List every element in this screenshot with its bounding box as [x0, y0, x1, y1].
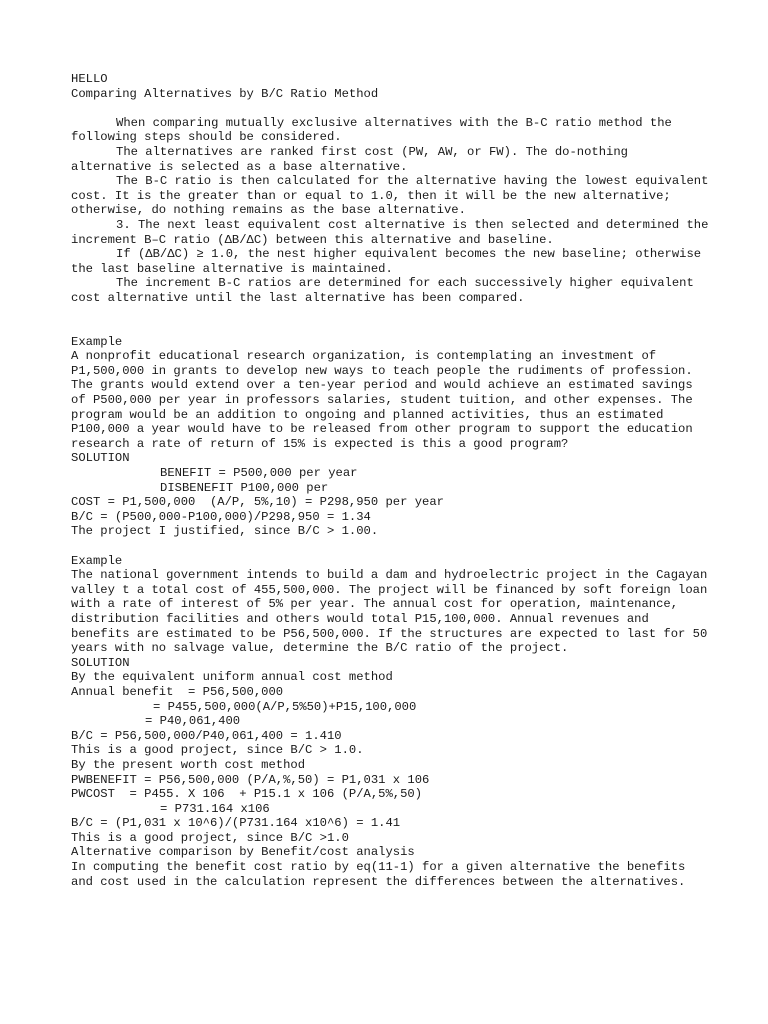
alternative-comparison-text: In computing the benefit cost ratio by eq(11-1) for a given alternative the benefits and cost used in the calculation represent the differences between the alternatives. [71, 860, 686, 889]
step-2-paragraph: The B-C ratio is then calculated for the alternative having the lowest equivalent cost. It is the greater than or equal to 1.0, then it will be the new alternative; otherwise, do nothing remains as the base alternative. [71, 174, 709, 218]
step-4-paragraph: If (ΔB/ΔC) ≥ 1.0, the nest higher equivalent becomes the new baseline; otherwise the last baseline alternative is maintained. [71, 247, 702, 276]
example-1-benefit: BENEFIT = P500,000 per year [160, 466, 358, 481]
example-2-pw-cost: PWCOST = P455. X 106 + P15.1 x 106 (P/A,5%,50) [71, 787, 423, 802]
intro-paragraph: When comparing mutually exclusive alternatives with the B-C ratio method the following steps should be considered. [71, 115, 672, 145]
section-heading: Comparing Alternatives by B/C Ratio Method [71, 86, 379, 101]
step-5-paragraph: The increment B-C ratios are determined for each successively higher equivalent cost alternative until the last alternative has been compared. [71, 276, 694, 305]
example-2-conclusion-2: This is a good project, since B/C >1.0 [71, 830, 349, 845]
example-2-conclusion-1: This is a good project, since B/C > 1.0. [71, 743, 364, 758]
example-2-annual-cost-formula: = P455,500,000(A/P,5%50)+P15,100,000 [153, 699, 417, 714]
example-2-method-present-worth: By the present worth cost method [71, 757, 306, 772]
blank-line [71, 539, 711, 554]
example-2-solution-label: SOLUTION [71, 655, 130, 670]
example-2-label: Example [71, 553, 123, 568]
blank-line [71, 320, 711, 335]
example-2-annual-benefit: Annual benefit = P56,500,000 [71, 684, 284, 699]
blank-line [71, 306, 711, 321]
example-2-method-annual: By the equivalent uniform annual cost method [71, 670, 393, 685]
example-2-bc-ratio-2: B/C = (P1,031 x 10^6)/(P731.164 x10^6) = 1.41 [71, 816, 401, 831]
example-2-bc-ratio-1: B/C = P56,500,000/P40,061,400 = 1.410 [71, 728, 342, 743]
example-2-annual-cost-value: = P40,061,400 [145, 714, 241, 729]
document-page [71, 72, 711, 889]
example-2-problem: The national government intends to build a dam and hydroelectric project in the Cagayan valley t a total cost of 455,500,000. The project will be financed by soft foreign loan with a rate of interest of 5% per year. The annual cost for operation, maintenance, distribution facilities and others would total P15,100,000. Annual revenues and benefits are estimated to be P56,500,000. If the structures are expected to last for 50 years with no salvage value, determine the B/C ratio of the project. [71, 568, 708, 656]
example-1-bc-ratio: B/C = (P500,000-P100,000)/P298,950 = 1.34 [71, 509, 371, 524]
example-1-disbenefit: DISBENEFIT P100,000 per [160, 480, 329, 495]
example-1-cost: COST = P1,500,000 (A/P, 5%,10) = P298,950 per year [71, 495, 444, 510]
example-1-problem: A nonprofit educational research organization, is contemplating an investment of P1,500,000 in grants to develop new ways to teach people the rudiments of profession. The grants would extend over a ten-year period and would achieve an estimated savings of P500,000 per year in professors salaries, student tuition, and other expenses. The program would be an addition to ongoing and planned activities, thus an estimated P100,000 a year would have to be released from other program to support the education research a rate of return of 15% is expected is this a good program? [71, 349, 693, 451]
example-2-pw-benefit: PWBENEFIT = P56,500,000 (P/A,%,50) = P1,031 x 106 [71, 772, 430, 787]
example-1-solution-label: SOLUTION [71, 451, 130, 466]
greeting-line: HELLO [71, 72, 108, 86]
step-3-paragraph: 3. The next least equivalent cost alternative is then selected and determined the increment B–C ratio (ΔB/ΔC) between this alternative and baseline. [71, 217, 709, 247]
example-2-pw-cost-value: = P731.164 x106 [160, 801, 270, 816]
step-1-paragraph: The alternatives are ranked first cost (PW, AW, or FW). The do-nothing alternative is selected as a base alternative. [71, 144, 628, 174]
example-1-label: Example [71, 334, 123, 349]
example-1-conclusion: The project I justified, since B/C > 1.00. [71, 524, 379, 539]
alternative-comparison-heading: Alternative comparison by Benefit/cost analysis [71, 845, 415, 860]
blank-line [71, 101, 711, 116]
